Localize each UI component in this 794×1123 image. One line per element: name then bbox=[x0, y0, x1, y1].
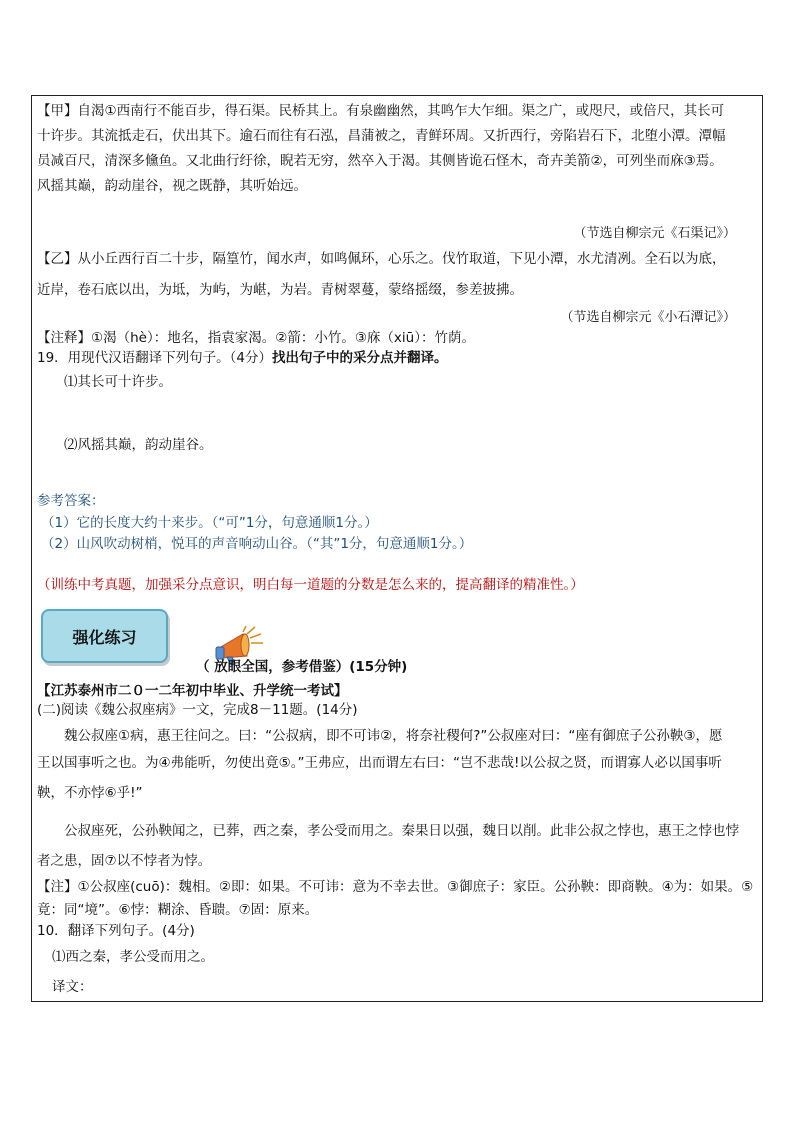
question-19-sentence-2: ⑵风摇其巅，韵动崖谷。 bbox=[64, 437, 213, 453]
training-tip: （训练中考真题，加强采分点意识，明白每一道题的分数是怎么来的，提高翻译的精准性。） bbox=[37, 577, 584, 593]
quiz-header: （ 放眼全国，参考借鉴）(15分钟) bbox=[196, 659, 408, 675]
passage-jia-line-4: 风摇其巅，韵动崖谷，视之既静，其听始远。 bbox=[37, 178, 307, 194]
notes-annotation: 【注释】①渴（hè）：地名，指袁家渴。②箭：小竹。③庥（xiū）：竹荫。 bbox=[37, 330, 475, 346]
passage-jia-line-1: 【甲】自渴①西南行不能百步，得石渠。民桥其上。有泉幽幽然，其鸣乍大乍细。渠之广，或咫尺，或倍尺，其长可 bbox=[37, 103, 725, 119]
answer-item-1: （1）它的长度大约十来步。（“可”1分，句意通顺1分。） bbox=[41, 515, 378, 531]
reading-para-1-line-2: 王以国事听之也。为④弗能听，勿使出竟⑤。”王弗应，出而谓左右曰：“岂不悲哉!以公叔之贤，而谓寡人必以国事听 bbox=[37, 755, 722, 771]
question-10-sentence-1: ⑴西之秦，孝公受而用之。 bbox=[52, 949, 214, 965]
translation-label: 译文： bbox=[52, 979, 93, 995]
question-19-stem bbox=[37, 349, 448, 367]
section-badge: 强化练习 bbox=[41, 609, 168, 663]
passage-yi-line-2: 近岸，卷石底以出，为坻，为屿，为嵁，为岩。青树翠蔓，蒙络摇缀，参差披拂。 bbox=[37, 282, 523, 298]
answer-item-2: （2）山风吹动树梢，悦耳的声音响动山谷。（“其”1分，句意通顺1分。） bbox=[41, 536, 473, 552]
question-19-instruction: 找出句子中的采分点并翻译。 bbox=[272, 350, 448, 366]
passage-jia-source: （节选自柳宗元《石渠记》） bbox=[573, 226, 736, 241]
question-19-stem-text: 19．用现代汉语翻译下列句子。（4分） bbox=[37, 350, 273, 366]
question-19-sentence-1: ⑴其长可十许步。 bbox=[64, 374, 172, 390]
answer-title: 参考答案： bbox=[37, 493, 105, 509]
reading-para-1-line-3: 鞅，不亦悖⑥乎!” bbox=[37, 785, 143, 801]
reading-note-line-1: 【注】①公叔座(cuō)：魏相。②即：如果。不可讳：意为不幸去世。③御庶子：家臣。公孙鞅：即商鞅。④为：如果。⑤ bbox=[37, 879, 754, 895]
question-10-stem: 10．翻译下列句子。(4分) bbox=[37, 923, 195, 939]
passage-jia-line-3: 员减百尺，清深多儵鱼。又北曲行纡徐，睨若无穷，然卒入于渴。其侧皆诡石怪木，奇卉美箭②，可列坐而庥③焉。 bbox=[37, 153, 723, 169]
reading-intro: (二)阅读《魏公叔座病》一文，完成8－11题。(14分) bbox=[37, 702, 358, 718]
reading-para-1-line-1: 魏公叔座①病，惠王往问之。曰：“公叔病，即不可讳②，将奈社稷何?”公叔座对曰：“座有御庶子公孙鞅③，愿 bbox=[64, 728, 723, 744]
reading-para-2-line-1: 公叔座死，公孙鞅闻之，已葬，西之秦，孝公受而用之。秦果日以强，魏日以削。此非公叔之悖也，惠王之悖也悖 bbox=[64, 823, 739, 839]
reading-note-line-2: 竟：同“境”。⑥悖：糊涂、昏聩。⑦固：原来。 bbox=[37, 902, 319, 918]
passage-yi-line-1: 【乙】从小丘西行百二十步，隔篁竹，闻水声，如鸣佩环，心乐之。伐竹取道，下见小潭，水尤清冽。全石以为底， bbox=[37, 251, 726, 267]
reading-para-2-line-2: 者之患，固⑦以不悖者为悖。 bbox=[37, 853, 212, 869]
passage-yi-source: （节选自柳宗元《小石潭记》） bbox=[560, 310, 736, 325]
exam-title: 【江苏泰州市二０一二年初中毕业、升学统一考试】 bbox=[37, 683, 348, 699]
passage-jia-line-2: 十许步。其流抵走石，伏出其下。逾石而往有石泓，昌蒲被之，青鲜环周。又折西行，旁陷岩石下，北堕小潭。潭幅 bbox=[37, 128, 726, 144]
